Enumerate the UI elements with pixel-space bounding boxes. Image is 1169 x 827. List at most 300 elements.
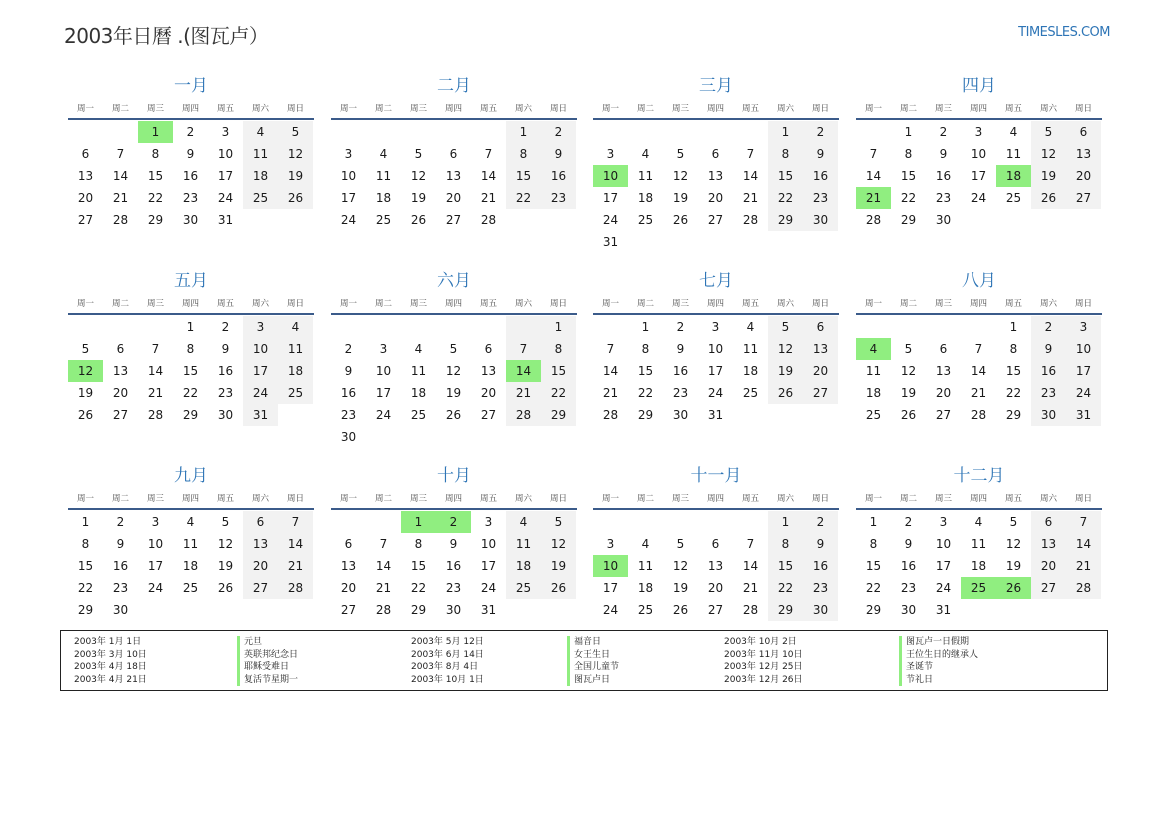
- day-cell: 15: [768, 165, 803, 187]
- day-cell: 16: [1031, 360, 1066, 382]
- day-cell: 15: [768, 555, 803, 577]
- weekday-label: 周六: [776, 494, 794, 504]
- empty-cell: [243, 209, 278, 231]
- day-cell: 10: [375, 364, 392, 378]
- weekday-label: 周日: [1074, 104, 1092, 114]
- day-cell: 12: [1031, 143, 1066, 165]
- day-cell: 16: [340, 386, 357, 400]
- day-cell: 26: [900, 408, 917, 422]
- weekday-label: 周日: [286, 104, 304, 114]
- day-cell: 13: [935, 364, 952, 378]
- day-cell: 16: [803, 555, 838, 577]
- day-cell: 8: [506, 143, 541, 165]
- day-cell: 21: [742, 581, 759, 595]
- day-cell: 14: [375, 559, 392, 573]
- day-cell: 22: [541, 382, 576, 404]
- day-cell: 25: [410, 408, 427, 422]
- day-cell: 9: [904, 537, 913, 551]
- day-cell: 20: [243, 555, 278, 577]
- day-cell: 29: [410, 603, 427, 617]
- day-cell: 24: [243, 382, 278, 404]
- day-cell: 24: [375, 408, 392, 422]
- day-cell: 10: [1066, 338, 1101, 360]
- day-cell: 26: [445, 408, 462, 422]
- day-cell: 31: [217, 213, 234, 227]
- day-cell: 20: [1031, 555, 1066, 577]
- weekday-label: 周二: [374, 299, 392, 309]
- day-cell: 24: [970, 191, 987, 205]
- empty-cell: [1031, 209, 1066, 231]
- day-cell: 26: [278, 187, 313, 209]
- day-cell: 4: [243, 121, 278, 143]
- day-cell: 26: [672, 213, 689, 227]
- day-cell: 26: [77, 408, 94, 422]
- day-grid: [68, 315, 313, 426]
- day-cell: 30: [935, 213, 952, 227]
- empty-cell: [401, 426, 436, 448]
- day-cell: 25: [865, 408, 882, 422]
- day-cell: 28: [865, 213, 882, 227]
- day-cell: 28: [602, 408, 619, 422]
- empty-cell: [961, 316, 996, 338]
- day-cell: 28: [375, 603, 392, 617]
- day-cell: 8: [186, 342, 195, 356]
- day-cell: 8: [641, 342, 650, 356]
- weekday-label: 周三: [146, 299, 164, 309]
- day-cell: 6: [81, 147, 90, 161]
- day-cell: 16: [182, 169, 199, 183]
- day-cell: 9: [221, 342, 230, 356]
- legend-holiday-name: 元旦: [237, 636, 298, 649]
- weekday-label: 周四: [444, 104, 462, 114]
- empty-cell: [628, 231, 663, 253]
- empty-cell: [628, 121, 663, 143]
- empty-cell: [961, 599, 996, 621]
- day-cell: 14: [742, 559, 759, 573]
- day-cell: 4: [974, 515, 983, 529]
- weekday-label: 周六: [514, 104, 532, 114]
- weekday-label: 周六: [514, 299, 532, 309]
- legend-date: 2003年 1月 1日: [74, 637, 142, 647]
- day-cell: 6: [484, 342, 493, 356]
- day-cell: 21: [480, 191, 497, 205]
- day-cell: 23: [340, 408, 357, 422]
- day-cell: 7: [278, 511, 313, 533]
- weekday-label: 周一: [76, 299, 94, 309]
- day-cell: 12: [768, 338, 803, 360]
- day-cell: 30: [803, 599, 838, 621]
- day-cell: 1: [768, 511, 803, 533]
- day-cell: 26: [410, 213, 427, 227]
- empty-cell: [208, 599, 243, 621]
- day-cell: 27: [935, 408, 952, 422]
- day-cell: 23: [541, 187, 576, 209]
- empty-cell: [366, 511, 401, 533]
- legend-name-column: [237, 636, 298, 686]
- day-grid: [593, 510, 838, 621]
- empty-cell: [856, 121, 891, 143]
- day-cell: 15: [410, 559, 427, 573]
- day-cell: 9: [541, 143, 576, 165]
- day-cell: 26: [1031, 187, 1066, 209]
- day-cell: 21: [147, 386, 164, 400]
- day-cell: 12: [410, 169, 427, 183]
- day-cell: 7: [746, 537, 755, 551]
- day-cell: 30: [1031, 404, 1066, 426]
- day-cell: 28: [970, 408, 987, 422]
- empty-cell: [996, 209, 1031, 231]
- day-cell: 12: [278, 143, 313, 165]
- day-cell: 14: [602, 364, 619, 378]
- weekday-header: [331, 297, 577, 311]
- weekday-label: 周六: [514, 494, 532, 504]
- empty-cell: [103, 316, 138, 338]
- day-cell: 5: [81, 342, 90, 356]
- day-cell: 2: [541, 121, 576, 143]
- day-cell: 27: [243, 577, 278, 599]
- empty-cell: [891, 316, 926, 338]
- day-cell: 8: [904, 147, 913, 161]
- legend-name-column: [567, 636, 619, 686]
- day-cell: 12: [68, 360, 103, 382]
- day-cell: 16: [541, 165, 576, 187]
- empty-cell: [366, 121, 401, 143]
- day-cell: 11: [410, 364, 427, 378]
- month-title: 十月: [437, 466, 471, 486]
- day-cell: 16: [445, 559, 462, 573]
- legend-date: 2003年 12月 25日: [724, 662, 803, 672]
- page-title: 2003年日曆 .(图瓦卢）: [64, 24, 269, 48]
- day-cell: 11: [1005, 147, 1022, 161]
- day-cell: 1: [904, 125, 913, 139]
- day-cell: 6: [344, 537, 353, 551]
- day-cell: 5: [449, 342, 458, 356]
- empty-cell: [593, 316, 628, 338]
- day-cell: 14: [147, 364, 164, 378]
- weekday-label: 周日: [549, 299, 567, 309]
- legend-date-column: [724, 636, 803, 686]
- empty-cell: [506, 316, 541, 338]
- day-cell: 29: [865, 603, 882, 617]
- weekday-label: 周三: [409, 104, 427, 114]
- empty-cell: [733, 121, 768, 143]
- weekday-label: 周一: [339, 299, 357, 309]
- day-cell: 29: [541, 404, 576, 426]
- day-cell: 2: [116, 515, 125, 529]
- day-cell: 5: [278, 121, 313, 143]
- day-cell: 18: [182, 559, 199, 573]
- day-cell: 20: [1066, 165, 1101, 187]
- weekday-header: [68, 297, 314, 311]
- day-cell: 23: [672, 386, 689, 400]
- day-grid: [68, 510, 313, 621]
- day-cell: 10: [970, 147, 987, 161]
- legend-holiday-name: 图瓦卢一日假期: [899, 636, 978, 649]
- day-cell: 12: [672, 169, 689, 183]
- day-cell: 4: [641, 147, 650, 161]
- day-cell: 4: [856, 338, 891, 360]
- empty-cell: [768, 404, 803, 426]
- day-cell: 25: [375, 213, 392, 227]
- empty-cell: [663, 511, 698, 533]
- day-cell: 5: [676, 537, 685, 551]
- day-cell: 30: [182, 213, 199, 227]
- weekday-header: [331, 102, 577, 116]
- day-cell: 7: [506, 338, 541, 360]
- day-cell: 15: [1005, 364, 1022, 378]
- day-cell: 14: [480, 169, 497, 183]
- day-cell: 30: [217, 408, 234, 422]
- day-cell: 19: [217, 559, 234, 573]
- weekday-label: 周五: [741, 494, 759, 504]
- weekday-label: 周三: [671, 299, 689, 309]
- day-cell: 11: [375, 169, 392, 183]
- empty-cell: [436, 316, 471, 338]
- empty-cell: [698, 511, 733, 533]
- day-cell: 27: [340, 603, 357, 617]
- day-cell: 31: [1066, 404, 1101, 426]
- day-cell: 16: [935, 169, 952, 183]
- weekday-label: 周二: [636, 494, 654, 504]
- month-title: 五月: [174, 271, 208, 291]
- day-cell: 22: [506, 187, 541, 209]
- day-cell: 17: [340, 191, 357, 205]
- day-cell: 25: [742, 386, 759, 400]
- day-cell: 24: [935, 581, 952, 595]
- holiday-legend: [60, 630, 1108, 691]
- day-cell: 21: [278, 555, 313, 577]
- weekday-label: 周六: [1039, 104, 1057, 114]
- weekday-label: 周五: [479, 104, 497, 114]
- legend-name-column: [899, 636, 978, 686]
- empty-cell: [628, 511, 663, 533]
- weekday-label: 周三: [671, 104, 689, 114]
- empty-cell: [803, 231, 838, 253]
- weekday-label: 周六: [776, 299, 794, 309]
- empty-cell: [541, 426, 576, 448]
- day-cell: 14: [970, 364, 987, 378]
- weekday-header: [593, 297, 839, 311]
- legend-date-column: [74, 636, 147, 686]
- day-cell: 18: [243, 165, 278, 187]
- weekday-label: 周日: [811, 494, 829, 504]
- day-cell: 25: [961, 577, 996, 599]
- month-2: [331, 74, 577, 231]
- empty-cell: [471, 426, 506, 448]
- day-cell: 22: [147, 191, 164, 205]
- empty-cell: [366, 426, 401, 448]
- day-cell: 13: [803, 338, 838, 360]
- day-cell: 2: [676, 320, 685, 334]
- empty-cell: [471, 316, 506, 338]
- weekday-label: 周六: [1039, 299, 1057, 309]
- day-cell: 2: [904, 515, 913, 529]
- day-cell: 6: [711, 537, 720, 551]
- day-cell: 6: [449, 147, 458, 161]
- weekday-label: 周日: [811, 299, 829, 309]
- day-cell: 5: [414, 147, 423, 161]
- empty-cell: [961, 209, 996, 231]
- day-grid: [331, 315, 576, 448]
- empty-cell: [1031, 599, 1066, 621]
- day-cell: 17: [375, 386, 392, 400]
- empty-cell: [103, 121, 138, 143]
- day-cell: 17: [602, 191, 619, 205]
- month-8: [856, 269, 1102, 426]
- empty-cell: [1066, 209, 1101, 231]
- day-grid: [593, 120, 838, 253]
- day-cell: 18: [970, 559, 987, 573]
- day-cell: 12: [541, 533, 576, 555]
- empty-cell: [698, 231, 733, 253]
- legend-date: 2003年 8月 4日: [411, 662, 479, 672]
- day-cell: 11: [243, 143, 278, 165]
- day-cell: 29: [1005, 408, 1022, 422]
- day-cell: 1: [869, 515, 878, 529]
- day-cell: 18: [375, 191, 392, 205]
- day-cell: 26: [217, 581, 234, 595]
- legend-holiday-name: 耶稣受难日: [237, 661, 298, 674]
- empty-cell: [331, 511, 366, 533]
- empty-cell: [663, 231, 698, 253]
- day-cell: 7: [379, 537, 388, 551]
- day-cell: 23: [900, 581, 917, 595]
- weekday-label: 周二: [636, 104, 654, 114]
- weekday-label: 周四: [706, 299, 724, 309]
- empty-cell: [996, 599, 1031, 621]
- legend-holiday-name: 节礼日: [899, 674, 978, 687]
- day-cell: 3: [606, 147, 615, 161]
- weekday-label: 周一: [601, 104, 619, 114]
- day-cell: 17: [935, 559, 952, 573]
- legend-holiday-name: 英联邦纪念日: [237, 649, 298, 662]
- weekday-label: 周日: [286, 299, 304, 309]
- day-cell: 4: [506, 511, 541, 533]
- legend-holiday-name: 福音日: [567, 636, 619, 649]
- empty-cell: [768, 231, 803, 253]
- legend-date: 2003年 10月 1日: [411, 674, 484, 685]
- day-grid: [856, 120, 1101, 231]
- weekday-label: 周三: [934, 104, 952, 114]
- day-cell: 15: [77, 559, 94, 573]
- day-cell: 30: [900, 603, 917, 617]
- weekday-label: 周六: [251, 299, 269, 309]
- day-cell: 7: [869, 147, 878, 161]
- day-cell: 30: [340, 430, 357, 444]
- day-cell: 17: [970, 169, 987, 183]
- day-cell: 27: [480, 408, 497, 422]
- weekday-header: [68, 102, 314, 116]
- day-cell: 18: [278, 360, 313, 382]
- day-cell: 13: [445, 169, 462, 183]
- empty-cell: [541, 209, 576, 231]
- day-cell: 3: [484, 515, 493, 529]
- weekday-label: 周五: [216, 494, 234, 504]
- day-cell: 26: [996, 577, 1031, 599]
- day-cell: 29: [637, 408, 654, 422]
- weekday-label: 周五: [1004, 494, 1022, 504]
- day-cell: 5: [904, 342, 913, 356]
- empty-cell: [138, 599, 173, 621]
- day-cell: 23: [217, 386, 234, 400]
- day-cell: 25: [506, 577, 541, 599]
- day-cell: 8: [768, 533, 803, 555]
- day-cell: 14: [112, 169, 129, 183]
- day-cell: 5: [541, 511, 576, 533]
- day-cell: 27: [77, 213, 94, 227]
- day-cell: 28: [1066, 577, 1101, 599]
- day-cell: 9: [803, 533, 838, 555]
- day-cell: 20: [340, 581, 357, 595]
- day-cell: 28: [742, 603, 759, 617]
- weekday-label: 周四: [444, 299, 462, 309]
- weekday-label: 周四: [969, 104, 987, 114]
- brand-link[interactable]: TIMESLES.COM: [1018, 25, 1110, 40]
- day-cell: 11: [970, 537, 987, 551]
- day-cell: 22: [768, 577, 803, 599]
- empty-cell: [436, 426, 471, 448]
- day-cell: 23: [445, 581, 462, 595]
- day-cell: 11: [865, 364, 882, 378]
- empty-cell: [436, 121, 471, 143]
- weekday-label: 周四: [969, 299, 987, 309]
- month-10: [331, 464, 577, 621]
- day-cell: 20: [707, 191, 724, 205]
- day-cell: 7: [116, 147, 125, 161]
- weekday-header: [856, 297, 1102, 311]
- month-title: 七月: [699, 271, 733, 291]
- day-cell: 20: [707, 581, 724, 595]
- day-cell: 16: [672, 364, 689, 378]
- day-cell: 21: [856, 187, 891, 209]
- day-cell: 27: [707, 213, 724, 227]
- day-cell: 18: [637, 581, 654, 595]
- day-grid: [331, 120, 576, 231]
- weekday-label: 周五: [741, 104, 759, 114]
- day-cell: 20: [803, 360, 838, 382]
- day-cell: 4: [186, 515, 195, 529]
- day-cell: 28: [506, 404, 541, 426]
- day-cell: 14: [742, 169, 759, 183]
- legend-date: 2003年 4月 18日: [74, 662, 147, 672]
- empty-cell: [68, 316, 103, 338]
- empty-cell: [366, 316, 401, 338]
- weekday-label: 周六: [776, 104, 794, 114]
- day-cell: 7: [606, 342, 615, 356]
- month-title: 九月: [174, 466, 208, 486]
- weekday-label: 周二: [899, 299, 917, 309]
- month-title: 三月: [699, 76, 733, 96]
- day-cell: 17: [217, 169, 234, 183]
- day-cell: 2: [344, 342, 353, 356]
- day-cell: 22: [77, 581, 94, 595]
- weekday-label: 周一: [864, 104, 882, 114]
- day-cell: 25: [182, 581, 199, 595]
- day-grid: [331, 510, 576, 621]
- day-cell: 25: [278, 382, 313, 404]
- weekday-label: 周一: [601, 494, 619, 504]
- day-cell: 20: [480, 386, 497, 400]
- day-cell: 5: [221, 515, 230, 529]
- day-cell: 1: [541, 316, 576, 338]
- day-cell: 15: [900, 169, 917, 183]
- day-cell: 11: [637, 169, 654, 183]
- day-cell: 7: [151, 342, 160, 356]
- weekday-label: 周二: [111, 104, 129, 114]
- empty-cell: [593, 511, 628, 533]
- day-cell: 12: [445, 364, 462, 378]
- day-cell: 9: [116, 537, 125, 551]
